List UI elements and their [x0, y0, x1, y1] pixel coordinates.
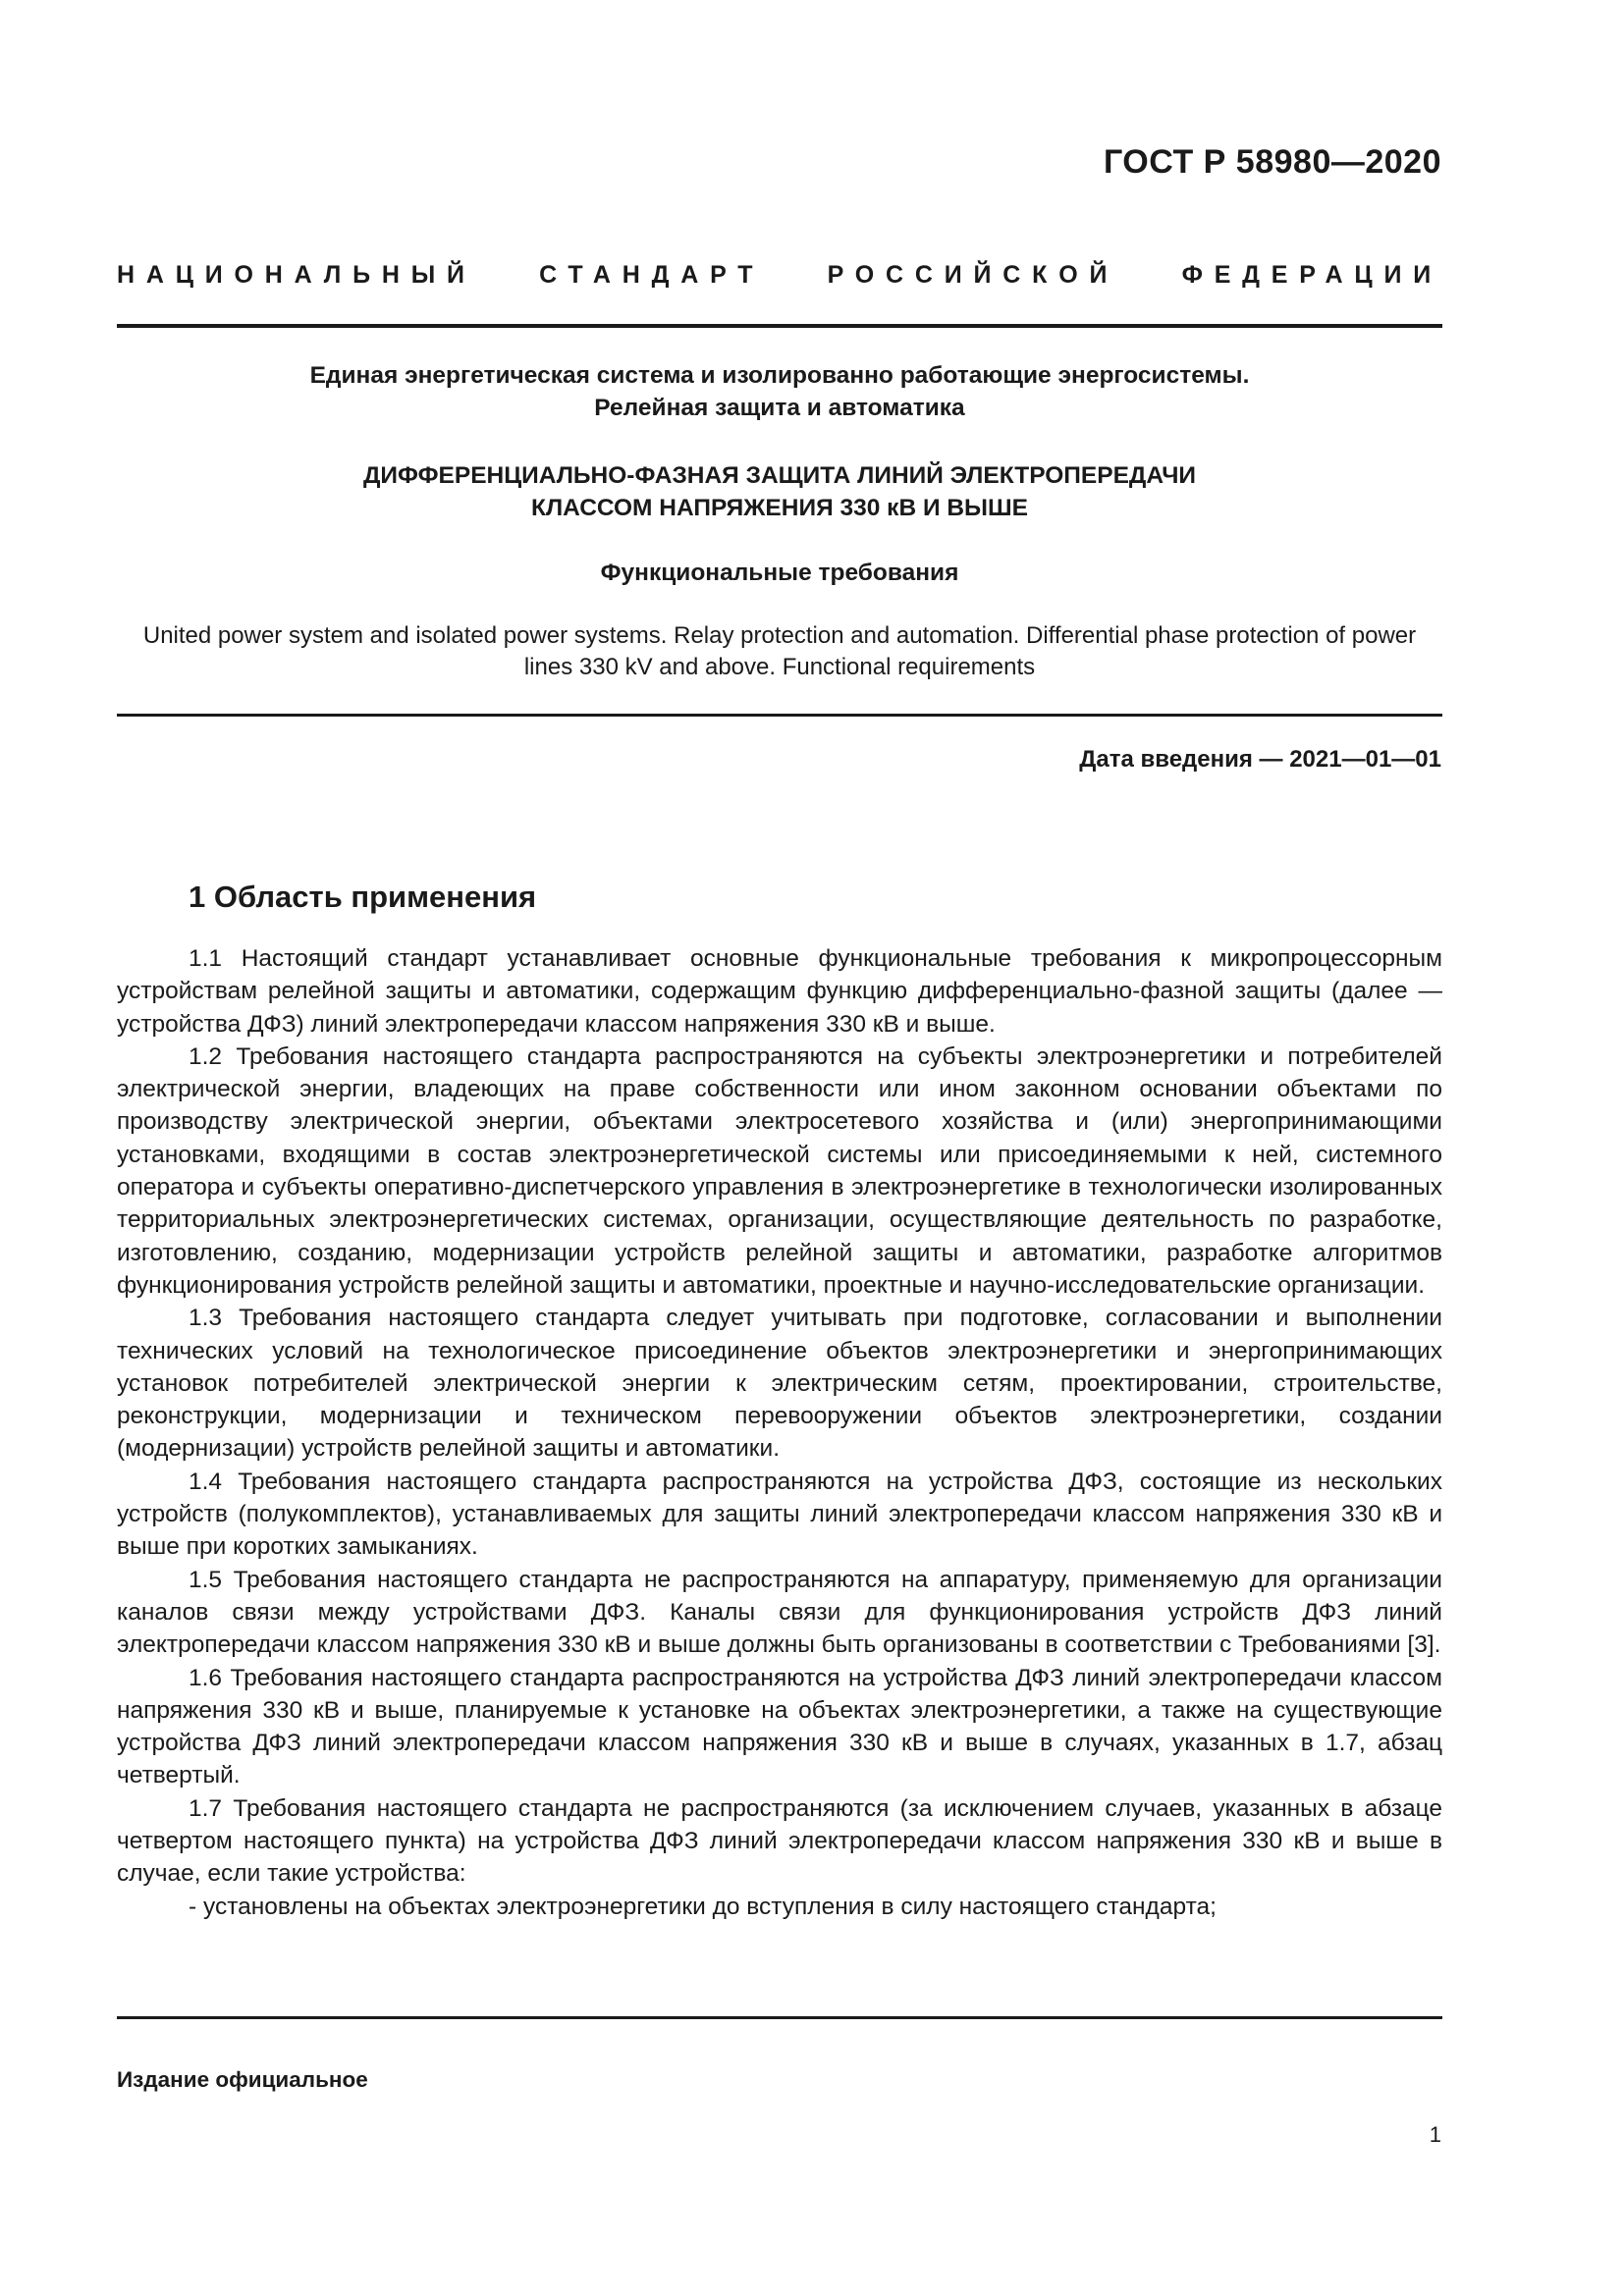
section-heading: 1 Область применения — [189, 880, 537, 914]
paragraph-1-7-item: - установлены на объектах электроэнергетики до вступления в силу настоящего стандарта; — [189, 1893, 1217, 1920]
title-main — [117, 459, 1442, 524]
title-rule — [117, 714, 1442, 717]
title-ru-line2: Релейная защита и автоматика — [594, 395, 965, 421]
title-subtitle: Функциональные требования — [600, 560, 959, 586]
title-main-line1: ДИФФЕРЕНЦИАЛЬНО-ФАЗНАЯ ЗАЩИТА ЛИНИЙ ЭЛЕКТРОПЕРЕДАЧИ — [362, 462, 1197, 489]
paragraph-1-1: 1.1 Настоящий стандарт устанавливает основные функциональные требования к микропроцессорным устройствам релейной защиты и автоматики, содержащим функцию дифференциально-фазной защиты (далее — устройства ДФЗ) линий электропередачи классом напряжения 330 кВ и выше. — [117, 945, 1442, 1038]
footer-rule — [117, 2016, 1442, 2019]
paragraph-1-4: 1.4 Требования настоящего стандарта распространяются на устройства ДФЗ, состоящие из нескольких устройств (полукомплектов), устанавливаемых для защиты линий электропередачи классом напряжения 330 кВ и выше при коротких замыканиях. — [117, 1468, 1442, 1561]
section-body — [117, 942, 1442, 1923]
title-ru-line1: Единая энергетическая система и изолированно работающие энергосистемы. — [309, 362, 1250, 389]
paragraph-1-5: 1.5 Требования настоящего стандарта не распространяются на аппаратуру, применяемую для организации каналов связи между устройствами ДФЗ. Каналы связи для функционирования устройств ДФЗ линий электропередачи классом напряжения 330 кВ и выше должны быть организованы в соответствии с Требованиями [3]. — [117, 1566, 1442, 1659]
paragraph-1-3: 1.3 Требования настоящего стандарта следует учитывать при подготовке, согласовании и выполнении технических условий на технологическое присоединение объектов электроэнергетики и энергопринимающих установок потребителей электрической энергии к электрическим сетям, проектировании, строительстве, реконструкции, модернизации и техническом перевооружении объектов электроэнергетики, создании (модернизации) устройств релейной защиты и автоматики. — [117, 1305, 1442, 1463]
header-rule — [117, 324, 1442, 328]
title-russian — [117, 359, 1442, 424]
standard-designation: ГОСТ Р 58980—2020 — [1103, 143, 1441, 181]
title-english: United power system and isolated power systems. Relay protection and automation. Differential phase protection of power lines 330 kV and above. Functional requirements — [142, 622, 1417, 680]
introduction-date: Дата введения — 2021—01—01 — [1079, 746, 1441, 773]
page-number: 1 — [1429, 2122, 1441, 2147]
national-standard-banner: НАЦИОНАЛЬНЫЙ СТАНДАРТ РОССИЙСКОЙ ФЕДЕРАЦИИ — [117, 261, 1442, 289]
edition-label: Издание официальное — [117, 2067, 368, 2092]
paragraph-1-6: 1.6 Требования настоящего стандарта распространяются на устройства ДФЗ линий электропередачи классом напряжения 330 кВ и выше, планируемые к установке на объектах электроэнергетики, а также на существующие устройства ДФЗ линий электропередачи классом напряжения 330 кВ и выше в случаях, указанных в 1.7, абзац четвертый. — [117, 1664, 1442, 1789]
paragraph-1-2: 1.2 Требования настоящего стандарта распространяются на субъекты электроэнергетики и потребителей электрической энергии, владеющих на праве собственности или ином законном основании объектами по производству электрической энергии, объектами электросетевого хозяйства и (или) энергопринимающими установками, входящими в состав электроэнергетической системы или присоединяемыми к ней, системного оператора и субъекты оперативно-диспетчерского управления в электроэнергетике в технологически изолированных территориальных электроэнергетических системах, организации, осуществляющие деятельность по разработке, изготовлению, созданию, модернизации устройств релейной защиты и автоматики, разработке алгоритмов функционирования устройств релейной защиты и автоматики, проектные и научно-исследовательские организации. — [117, 1042, 1442, 1299]
title-main-line2: КЛАССОМ НАПРЯЖЕНИЯ 330 кВ И ВЫШЕ — [531, 495, 1028, 521]
paragraph-1-7: 1.7 Требования настоящего стандарта не распространяются (за исключением случаев, указанных в абзаце четвертом настоящего пункта) на устройства ДФЗ линий электропередачи классом напряжения 330 кВ и выше в случае, если такие устройства: — [117, 1794, 1442, 1888]
